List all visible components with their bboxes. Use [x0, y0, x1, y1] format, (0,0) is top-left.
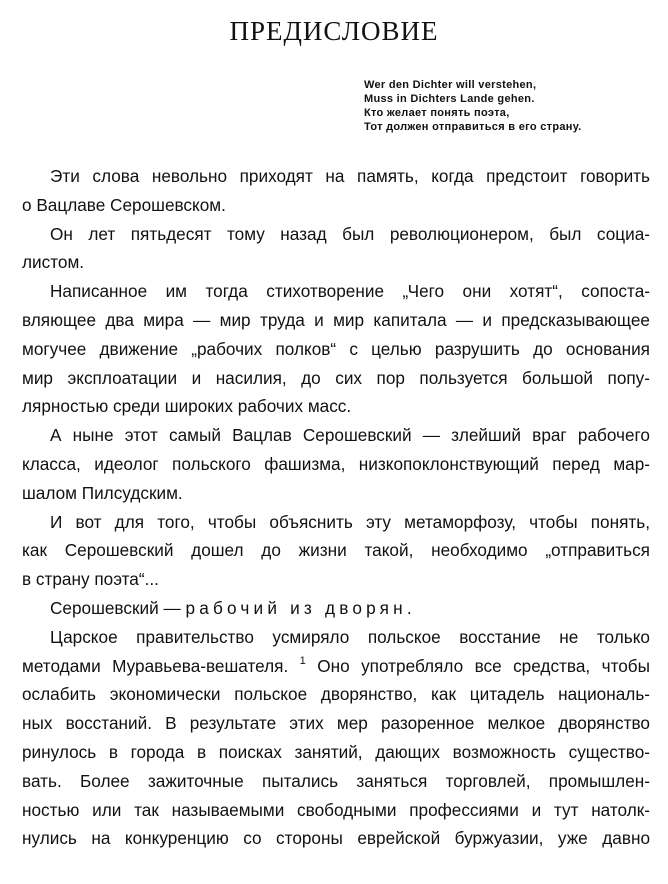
text-line: ных восстаний. В результате этих мер разоренное мелкое дворянство [22, 713, 650, 734]
page-title: ПРЕДИСЛОВИЕ [229, 16, 439, 46]
epigraph [364, 78, 664, 134]
text-line: лярностью среди широких рабочих масс. [22, 396, 352, 417]
text-line: нулись на конкуренцию со стороны еврейской буржуазии, уже давно [22, 828, 650, 849]
text-line: о Вацлаве Серошевском. [22, 194, 226, 215]
body-text [22, 162, 650, 853]
text-line: А ныне этот самый Вацлав Серошевский — злейший враг рабочего [50, 425, 650, 446]
text-line: как Серошевский дошел до жизни такой, необходимо „отправиться [22, 540, 650, 561]
text-line: мир эксплоатации и насилия, до сих пор пользуется большой попу- [22, 367, 650, 388]
epigraph-line-german-1: Wer den Dichter will verstehen, [364, 79, 537, 91]
text-line: Эти слова невольно приходят на память, когда предстоит говорить [50, 166, 650, 186]
text-line: класса, идеолог польского фашизма, низкопоклонствующий перед мар- [22, 453, 650, 474]
epigraph-line-russian-2: Тот должен отправиться в его страну. [364, 121, 582, 133]
text-line-with-footnote [22, 652, 650, 681]
text-line: Написанное им тогда стихотворение „Чего они хотят“, сопоста- [50, 281, 650, 302]
footnote-marker[interactable]: 1 [299, 654, 306, 667]
text-line: ринулось в города в поисках занятий, дающих возможность существо- [22, 741, 650, 762]
text-line: ослабить экономически польское дворянство, как цитадель националь- [22, 684, 650, 705]
text-line: ностью или так называемыми свободными профессиями и тут натолк- [22, 799, 650, 820]
text-line: могучее движение „рабочих полков“ с целью разрушить до основания [22, 338, 650, 359]
epigraph-line-german-2: Muss in Dichters Lande gehen. [364, 93, 535, 105]
section-heading-line [22, 594, 650, 623]
text-line: И вот для того, чтобы объяснить эту метаморфозу, чтобы понять, [50, 511, 650, 532]
section-heading-spaced: рабочий из дворян. [185, 597, 416, 618]
text-line: листом. [22, 252, 85, 273]
text-line: шалом Пилсудским. [22, 482, 183, 503]
text-line: вляющее два мира — мир труда и мир капитала — и предсказывающее [22, 309, 650, 330]
epigraph-line-russian-1: Кто желает понять поэта, [364, 107, 510, 119]
text-line: Он лет пятьдесят тому назад был революционером, был социа- [50, 223, 650, 244]
text-line: вать. Более зажиточные пытались заняться торговлей, промышлен- [22, 770, 650, 791]
text-line: в страну поэта“... [22, 569, 159, 590]
text-segment: Оно употребляло все средства, чтобы [317, 655, 650, 676]
section-heading-name: Серошевский — [50, 597, 181, 618]
text-segment: методами Муравьева-вешателя. [22, 655, 289, 676]
text-line: Царское правительство усмиряло польское восстание не только [50, 626, 650, 647]
